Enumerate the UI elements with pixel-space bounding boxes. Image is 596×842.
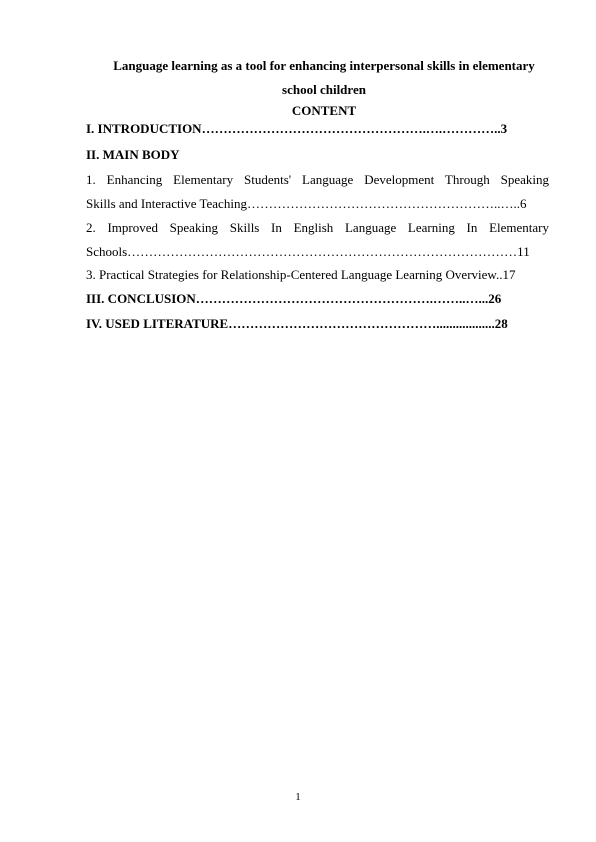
document-title-line-2: school children (282, 82, 366, 97)
toc-entry-introduction: I. INTRODUCTION…………………………………………….….…………..3 (86, 121, 508, 136)
document-title-line-1: Language learning as a tool for enhancing interpersonal skills in elementary (113, 58, 535, 73)
contents-heading: CONTENT (291, 103, 357, 118)
toc-entry-section-2-line-1: 2. Improved Speaking Skills In English Language Learning In Elementary (86, 220, 549, 235)
toc-entry-section-2-line-2: Schools………………………………………………………………………………11 (86, 244, 530, 259)
toc-entry-main-body: II. MAIN BODY (86, 147, 180, 162)
toc-entry-used-literature: IV. USED LITERATURE…………………………………………..................28 (86, 316, 508, 331)
page-number: 1 (295, 791, 301, 803)
toc-entry-conclusion: III. CONCLUSION……………………………………………….……..…...26 (86, 291, 502, 306)
toc-entry-section-3: 3. Practical Strategies for Relationship-Centered Language Learning Overview..17 (86, 267, 516, 282)
toc-entry-section-1-line-1: 1. Enhancing Elementary Students' Language Development Through Speaking (86, 172, 549, 187)
toc-entry-section-1-line-2: Skills and Interactive Teaching…………………………………………………..…..6 (86, 196, 527, 211)
